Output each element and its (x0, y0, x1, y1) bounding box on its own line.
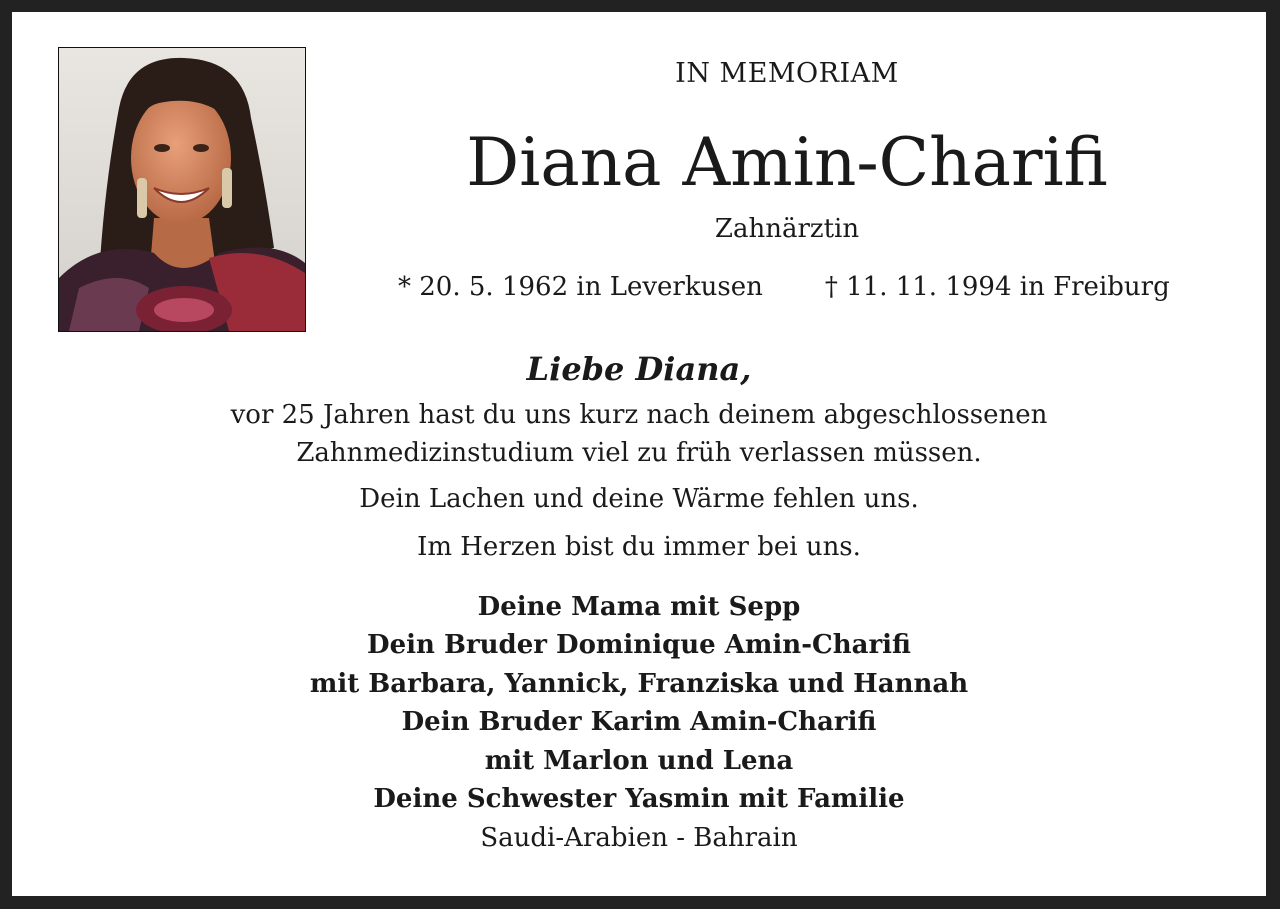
heading-in-memoriam: IN MEMORIAM (675, 58, 899, 89)
message-line: Im Herzen bist du immer bei uns. (417, 532, 861, 562)
greeting: Liebe Diana, (526, 350, 752, 388)
signatory-location: Saudi-Arabien - Bahrain (480, 823, 798, 853)
message-line: Zahnmedizinstudium viel zu früh verlassen müssen. (296, 438, 982, 468)
obituary-card (12, 12, 1266, 896)
signatory-line: mit Marlon und Lena (484, 746, 794, 776)
deceased-name: Diana Amin-Charifi (466, 124, 1108, 201)
death-date: † 11. 11. 1994 in Freiburg (824, 272, 1170, 302)
message-line: Dein Lachen und deine Wärme fehlen uns. (359, 484, 919, 514)
signatory-line: mit Barbara, Yannick, Franziska und Hannah (309, 669, 969, 699)
portrait-photo (58, 47, 306, 332)
message-line: vor 25 Jahren hast du uns kurz nach deinem abgeschlossenen (230, 400, 1048, 430)
signatory-line: Deine Schwester Yasmin mit Familie (373, 784, 905, 814)
life-dates (398, 272, 1170, 302)
portrait-image (59, 48, 305, 331)
signatory-line: Dein Bruder Karim Amin-Charifi (401, 707, 877, 737)
signatory-line: Dein Bruder Dominique Amin-Charifi (367, 630, 911, 660)
profession: Zahnärztin (714, 214, 860, 244)
signatory-line: Deine Mama mit Sepp (477, 592, 801, 622)
birth-date: * 20. 5. 1962 in Leverkusen (398, 272, 763, 302)
